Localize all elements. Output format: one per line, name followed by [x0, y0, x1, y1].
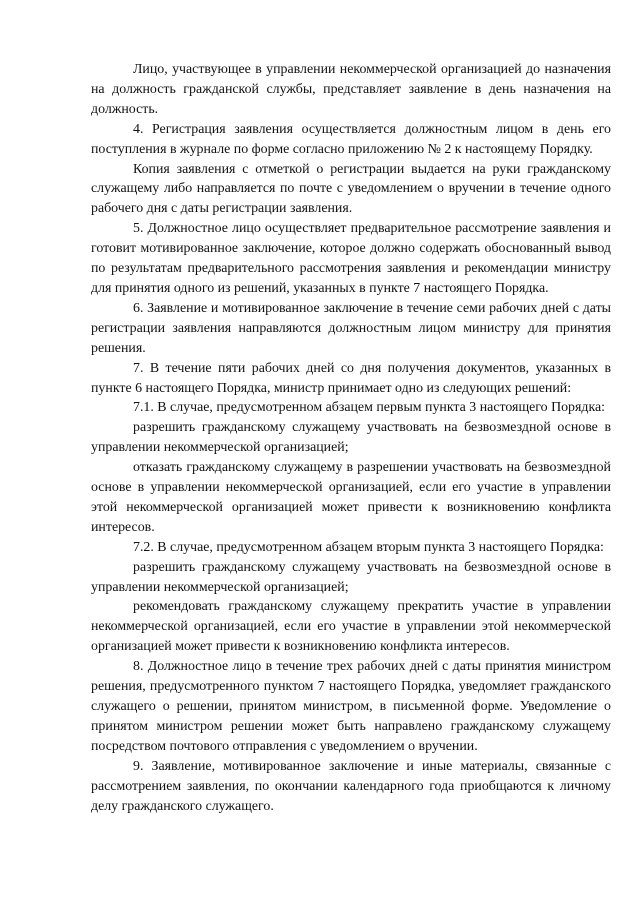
paragraph-7: 7. В течение пяти рабочих дней со дня получения документов, указанных в пункте 6 настоящего Порядка, министр принимает одно из следующих решений: [91, 360, 611, 396]
paragraph-4: 4. Регистрация заявления осуществляется должностным лицом в день его поступления в журнале по форме согласно приложению № 2 к настоящему Порядку. [91, 121, 611, 157]
paragraph-9: 9. Заявление, мотивированное заключение и иные материалы, связанные с рассмотрением заявления, по окончании календарного года приобщаются к личному делу гражданского служащего. [91, 758, 611, 814]
paragraph-7-2: 7.2. В случае, предусмотренном абзацем вторым пункта 3 настоящего Порядка: [133, 539, 604, 555]
paragraph-7-2-allow: разрешить гражданскому служащему участвовать на безвозмездной основе в управлении некоммерческой организацией; [91, 559, 611, 595]
paragraph-7-1-allow: разрешить гражданскому служащему участвовать на безвозмездной основе в управлении некоммерческой организацией; [91, 420, 611, 456]
paragraph-5: 5. Должностное лицо осуществляет предварительное рассмотрение заявления и готовит мотивированное заключение, которое должно содержать обоснованный вывод по результатам предварительного рассмотрения заявления и рекомендации министру для принятия одного из решений, указанных в пункте 7 настоящего Порядка. [91, 221, 611, 296]
paragraph-7-2-recommend: рекомендовать гражданскому служащему прекратить участие в управлении некоммерческой организацией, если его участие в управлении этой некоммерческой организацией может привести к возникновению конфликта интересов. [91, 599, 611, 655]
paragraph-7-1-refuse: отказать гражданскому служащему в разрешении участвовать на безвозмездной основе в управлении некоммерческой организацией, если его участие в управлении этой некоммерческой организацией может привести к возникновению конфликта интересов. [91, 460, 611, 535]
paragraph-7-1: 7.1. В случае, предусмотренном абзацем первым пункта 3 настоящего Порядка: [133, 400, 606, 416]
paragraph-copy: Копия заявления с отметкой о регистрации выдается на руки гражданскому служащему либо направляется по почте с уведомлением о вручении в течение одного рабочего дня с даты регистрации заявления. [91, 161, 611, 217]
paragraph-8: 8. Должностное лицо в течение трех рабочих дней с даты принятия министром решения, предусмотренного пунктом 7 настоящего Порядка, уведомляет гражданского служащего о решении, принятом министром, в письменной форме. Уведомление о принятом министром решении может быть направлено гражданскому служащему посредством почтового отправления с уведомлением о вручении. [91, 659, 611, 754]
paragraph-intro: Лицо, участвующее в управлении некоммерческой организацией до назначения на должность гражданской службы, представляет заявление в день назначения на должность. [91, 62, 611, 117]
paragraph-6: 6. Заявление и мотивированное заключение в течение семи рабочих дней с даты регистрации заявления направляются должностным лицом министру для принятия решения. [91, 300, 611, 356]
document-body [91, 60, 611, 816]
